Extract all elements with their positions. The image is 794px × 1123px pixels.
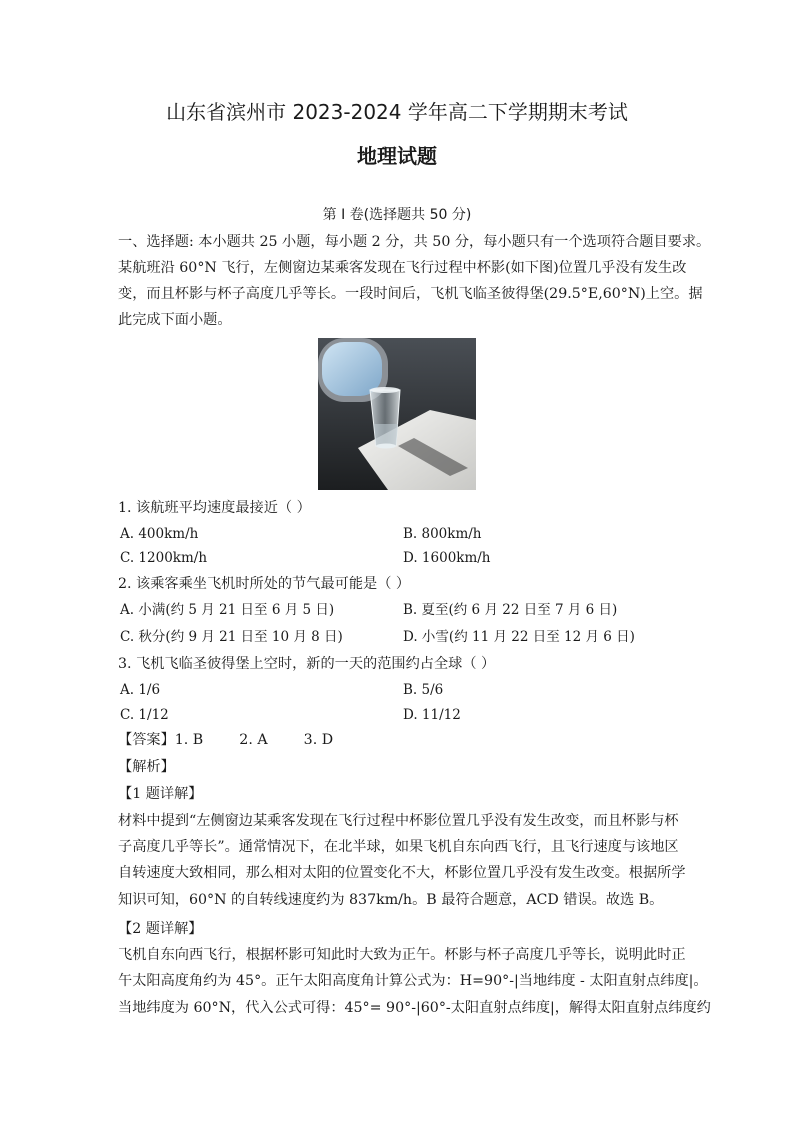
section-heading: 第 I 卷(选择题共 50 分) xyxy=(322,207,472,223)
option-c: C. 1/12 xyxy=(120,707,169,723)
detail-2-line: 飞机自东向西飞行，根据杯影可知此时大致为正午。杯影与杯子高度几乎等长，说明此时正 xyxy=(118,947,686,963)
option-b: B. 800km/h xyxy=(403,526,482,542)
question-stem: 2. 该乘客乘坐飞机时所处的节气最可能是（ ） xyxy=(118,576,411,592)
question-stem: 3. 飞机飞临圣彼得堡上空时，新的一天的范围约占全球（ ） xyxy=(118,656,496,672)
option-b: B. 5/6 xyxy=(403,682,444,698)
detail-2-line: 当地纬度为 60°N，代入公式可得：45°= 90°-|60°-太阳直射点纬度|，解得太阳直射点纬度约 xyxy=(118,1000,711,1016)
intro-line: 一、选择题: 本小题共 25 小题，每小题 2 分，共 50 分，每小题只有一个选项符合题目要求。 xyxy=(118,234,711,250)
answer-line: 【答案】1. B 2. A 3. D xyxy=(118,732,334,748)
detail-2-line: 午太阳高度角约为 45°。正午太阳高度角计算公式为：H=90°-|当地纬度 - 太阳直射点纬度|。 xyxy=(118,973,708,989)
analysis-label: 【解析】 xyxy=(118,759,175,775)
question-stem: 1. 该航班平均速度最接近（ ） xyxy=(118,500,311,516)
option-a: A. 1/6 xyxy=(120,682,161,698)
intro-line: 变，而且杯影与杯子高度几乎等长。一段时间后，飞机飞临圣彼得堡(29.5°E,60°N)上空。据 xyxy=(118,286,703,302)
option-d: D. 小雪(约 11 月 22 日至 12 月 6 日) xyxy=(403,629,635,645)
detail-2-label: 【2 题详解】 xyxy=(118,921,203,937)
option-a: A. 小满(约 5 月 21 日至 6 月 5 日) xyxy=(120,602,335,618)
option-a: A. 400km/h xyxy=(120,526,199,542)
option-d: D. 11/12 xyxy=(403,707,461,723)
detail-1-line: 自转速度大致相同，那么相对太阳的位置变化不大，杯影位置几乎没有发生改变。根据所学 xyxy=(118,865,686,881)
detail-1-label: 【1 题详解】 xyxy=(118,786,203,802)
option-b: B. 夏至(约 6 月 22 日至 7 月 6 日) xyxy=(403,602,618,618)
intro-line: 此完成下面小题。 xyxy=(118,312,232,328)
detail-1-line: 知识可知，60°N 的自转线速度约为 837km/h。B 最符合题意，ACD 错误。故选 B。 xyxy=(118,892,664,908)
cup-shadow-photo xyxy=(318,338,476,490)
option-c: C. 秋分(约 9 月 21 日至 10 月 8 日) xyxy=(120,629,343,645)
option-d: D. 1600km/h xyxy=(403,550,491,566)
intro-line: 某航班沿 60°N 飞行，左侧窗边某乘客发现在飞行过程中杯影(如下图)位置几乎没有发生改 xyxy=(118,260,687,276)
exam-title: 山东省滨州市 2023-2024 学年高二下学期期末考试 xyxy=(166,100,628,124)
detail-1-line: 材料中提到“左侧窗边某乘客发现在飞行过程中杯影位置几乎没有发生改变，而且杯影与杯 xyxy=(118,813,679,829)
detail-1-line: 子高度几乎等长”。通常情况下，在北半球，如果飞机自东向西飞行，且飞行速度与该地区 xyxy=(118,839,679,855)
exam-subtitle: 地理试题 xyxy=(357,144,437,168)
option-c: C. 1200km/h xyxy=(120,550,208,566)
